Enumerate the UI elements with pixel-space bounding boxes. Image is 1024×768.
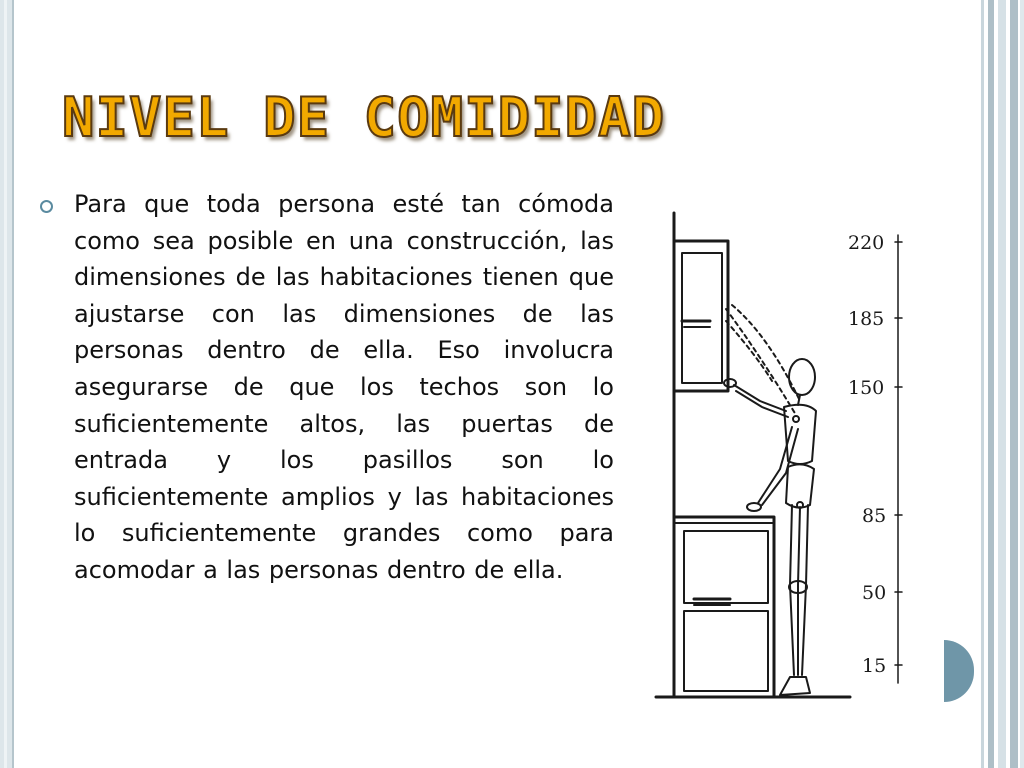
right-bar bbox=[981, 0, 984, 768]
door-swing-dashes bbox=[726, 305, 800, 415]
human-figure bbox=[724, 359, 816, 695]
height-label-220: 220 bbox=[848, 232, 885, 254]
upper-cabinet bbox=[674, 241, 728, 391]
right-bar bbox=[998, 0, 1006, 768]
height-label-50: 50 bbox=[862, 582, 887, 604]
height-label-85: 85 bbox=[862, 505, 887, 527]
left-border-inner-line bbox=[4, 0, 7, 768]
right-bar bbox=[1010, 0, 1018, 768]
bullet-circle-icon bbox=[40, 200, 53, 213]
bullet-text: Para que toda persona esté tan cómoda como sea posible en una construcción, las dimensiones de las habitaciones tienen que ajustarse con las dimensiones de las personas dentro de ella. Eso involucra asegurarse de que los techos son lo suficientemente altos, las puertas de entrada y los pasillos son lo suficientemente amplios y las habitaciones lo suficientemente grandes como para acomodar a las personas dentro de ella. bbox=[74, 190, 614, 584]
lower-cabinet bbox=[674, 517, 774, 697]
slide-title: NIVEL DE COMIDIDAD bbox=[62, 86, 666, 149]
left-border bbox=[0, 0, 14, 768]
height-label-15: 15 bbox=[862, 655, 887, 677]
height-label-185: 185 bbox=[848, 308, 885, 330]
right-bar bbox=[988, 0, 994, 768]
kitchen-anthropometry-illustration bbox=[650, 205, 920, 705]
right-decorative-bars bbox=[976, 0, 1024, 768]
half-circle-decoration bbox=[944, 640, 974, 702]
right-bar bbox=[1020, 0, 1024, 768]
illustration-svg bbox=[650, 205, 920, 705]
height-label-150: 150 bbox=[848, 377, 885, 399]
